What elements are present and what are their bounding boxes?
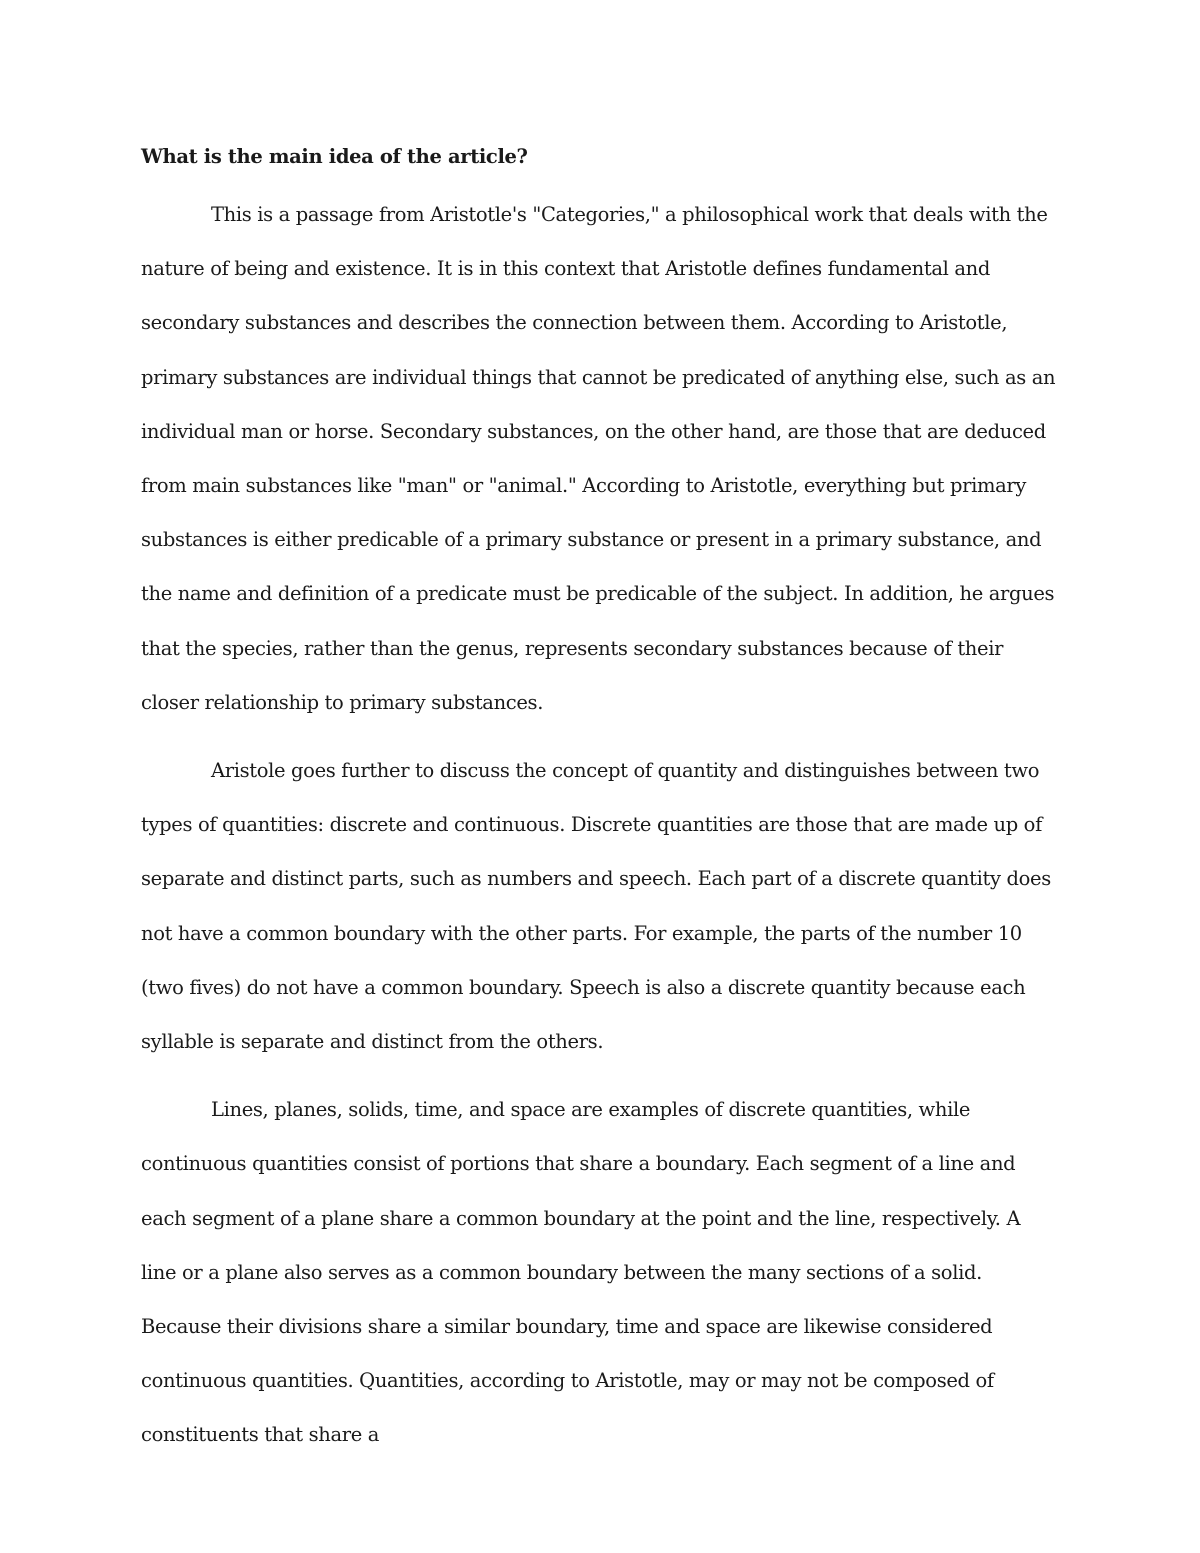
question-heading: What is the main idea of the article? <box>141 145 528 168</box>
document-body <box>141 134 1059 1463</box>
paragraph-spacer <box>141 730 1059 744</box>
paragraph-continuous-quantities: Lines, planes, solids, time, and space are examples of discrete quantities, while continuous quantities consist of portions that share a boundary. Each segment of a line and each segment of a plane share a common boundary at the point and the line, respectively. A line or a plane also serves as a common boundary between the many sections of a solid. Because their divisions share a similar boundary, time and space are likewise considered continuous quantities. Quantities, according to Aristotle, may or may not be composed of constituents that share a <box>141 1098 1021 1447</box>
paragraph-primary-substances: This is a passage from Aristotle's "Categories," a philosophical work that deals with the nature of being and existence. It is in this context that Aristotle defines fundamental and secondary substances and describes the connection between them. According to Aristotle, primary substances are individual things that cannot be predicated of anything else, such as an individual man or horse. Secondary substances, on the other hand, are those that are deduced from main substances like "man" or "animal." According to Aristotle, everything but primary substances is either predicable of a primary substance or present in a primary substance, and the name and definition of a predicate must be predicable of the subject. In addition, he argues that the species, rather than the genus, represents secondary substances because of their closer relationship to primary substances. <box>141 203 1056 714</box>
paragraph-quantity: Aristole goes further to discuss the concept of quantity and distinguishes between two types of quantities: discrete and continuous. Discrete quantities are those that are made up of separate and distinct parts, such as numbers and speech. Each part of a discrete quantity does not have a common boundary with the other parts. For example, the parts of the number 10 (two fives) do not have a common boundary. Speech is also a discrete quantity because each syllable is separate and distinct from the others. <box>141 759 1051 1054</box>
paragraph-spacer <box>141 1069 1059 1083</box>
